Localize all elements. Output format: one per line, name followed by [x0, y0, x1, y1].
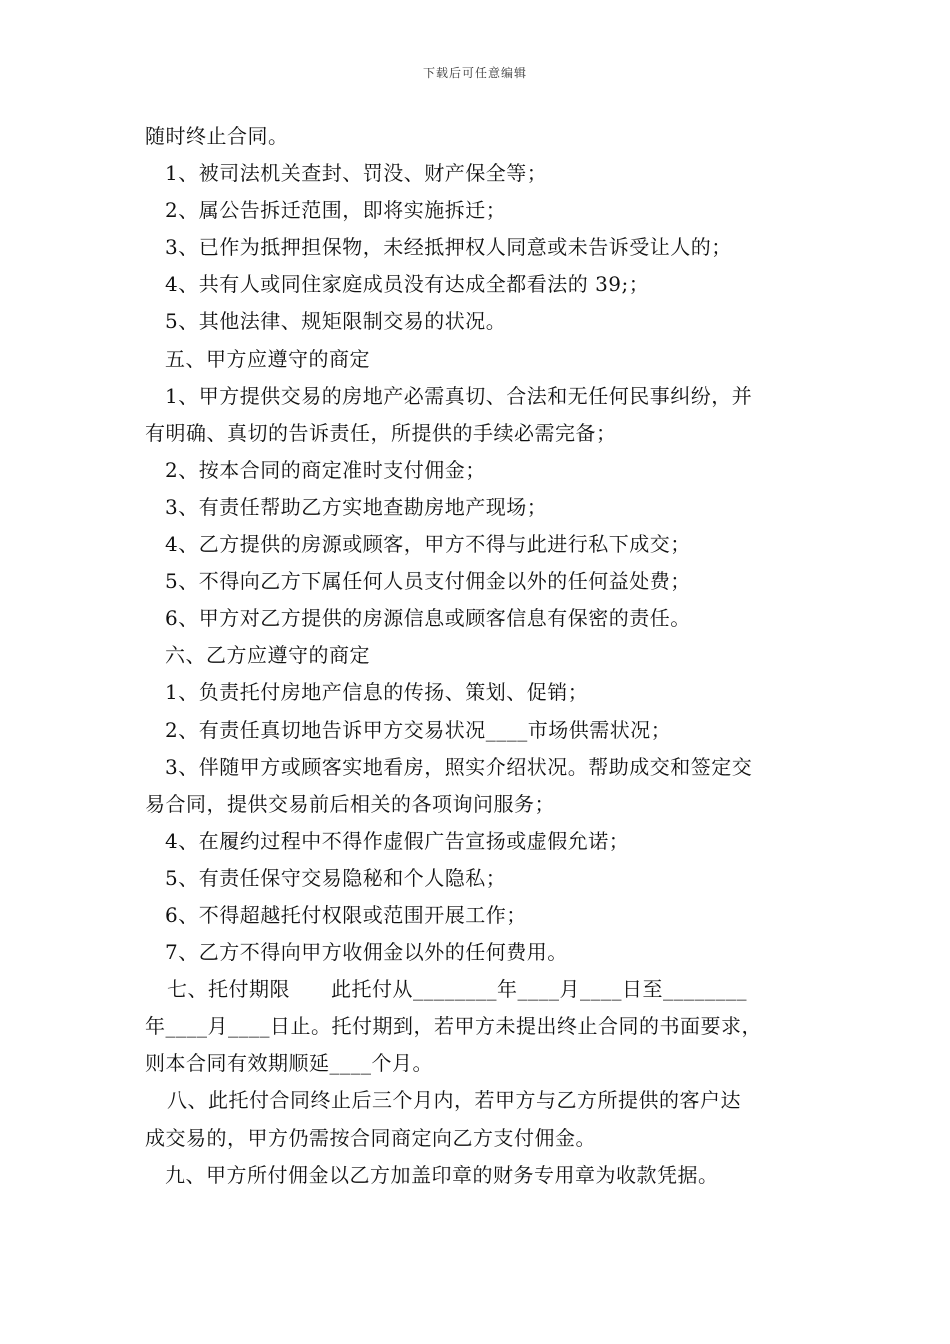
list-item: 1、被司法机关查封、罚没、财产保全等；: [165, 161, 548, 186]
list-item: 3、已作为抵押担保物，未经抵押权人同意或未告诉受让人的；: [165, 235, 732, 260]
list-item: 4、乙方提供的房源或顾客，甲方不得与此进行私下成交；: [165, 532, 691, 557]
list-item: 5、不得向乙方下属任何人员支付佣金以外的任何益处费；: [165, 569, 691, 594]
list-item: 2、按本合同的商定准时支付佣金；: [165, 457, 486, 482]
section-heading: 五、甲方应遵守的商定: [165, 346, 370, 371]
contract-body: [145, 118, 810, 1194]
list-item: 2、属公告拆迁范围，即将实施拆迁；: [165, 198, 507, 223]
paragraph-line: 有明确、真切的告诉责任，所提供的手续必需完备；: [145, 420, 617, 445]
section-heading: 九、甲方所付佣金以乙方加盖印章的财务专用章为收款凭据。: [165, 1162, 719, 1187]
list-item: 1、甲方提供交易的房地产必需真切、合法和无任何民事纠纷，并: [165, 383, 753, 408]
list-item: 6、甲方对乙方提供的房源信息或顾客信息有保密的责任。: [165, 606, 691, 631]
list-item: 4、在履约过程中不得作虚假广告宣扬或虚假允诺；: [165, 828, 630, 853]
list-item: 3、有责任帮助乙方实地查勘房地产现场；: [165, 494, 548, 519]
list-item: 1、负责托付房地产信息的传扬、策划、促销；: [165, 680, 589, 705]
list-item: 3、伴随甲方或顾客实地看房，照实介绍状况。帮助成交和签定交: [165, 754, 753, 779]
section-heading: 六、乙方应遵守的商定: [165, 643, 370, 668]
paragraph-line: 成交易的，甲方仍需按合同商定向乙方支付佣金。: [145, 1125, 596, 1150]
list-item: 7、乙方不得向甲方收佣金以外的任何费用。: [165, 940, 568, 965]
list-item: 5、其他法律、规矩限制交易的状况。: [165, 309, 507, 334]
paragraph-line: 随时终止合同。: [145, 124, 289, 148]
paragraph-line: 则本合同有效期顺延____个月。: [145, 1051, 433, 1076]
list-item: 4、共有人或同住家庭成员没有达成全都看法的 39;；: [165, 272, 650, 297]
page-header: 下载后可任意编辑: [422, 66, 527, 80]
list-item: 2、有责任真切地告诉甲方交易状况____市场供需状况；: [165, 717, 672, 742]
section-heading: 八、此托付合同终止后三个月内，若甲方与乙方所提供的客户达: [167, 1088, 741, 1113]
section-heading: 七、托付期限 此托付从________年____月____日至________: [167, 977, 747, 1002]
list-item: 6、不得超越托付权限或范围开展工作；: [165, 902, 527, 927]
paragraph-line: 年____月____日止。托付期到，若甲方未提出终止合同的书面要求，: [145, 1014, 762, 1039]
paragraph-line: 易合同，提供交易前后相关的各项询问服务；: [145, 791, 555, 816]
list-item: 5、有责任保守交易隐秘和个人隐私；: [165, 865, 507, 890]
